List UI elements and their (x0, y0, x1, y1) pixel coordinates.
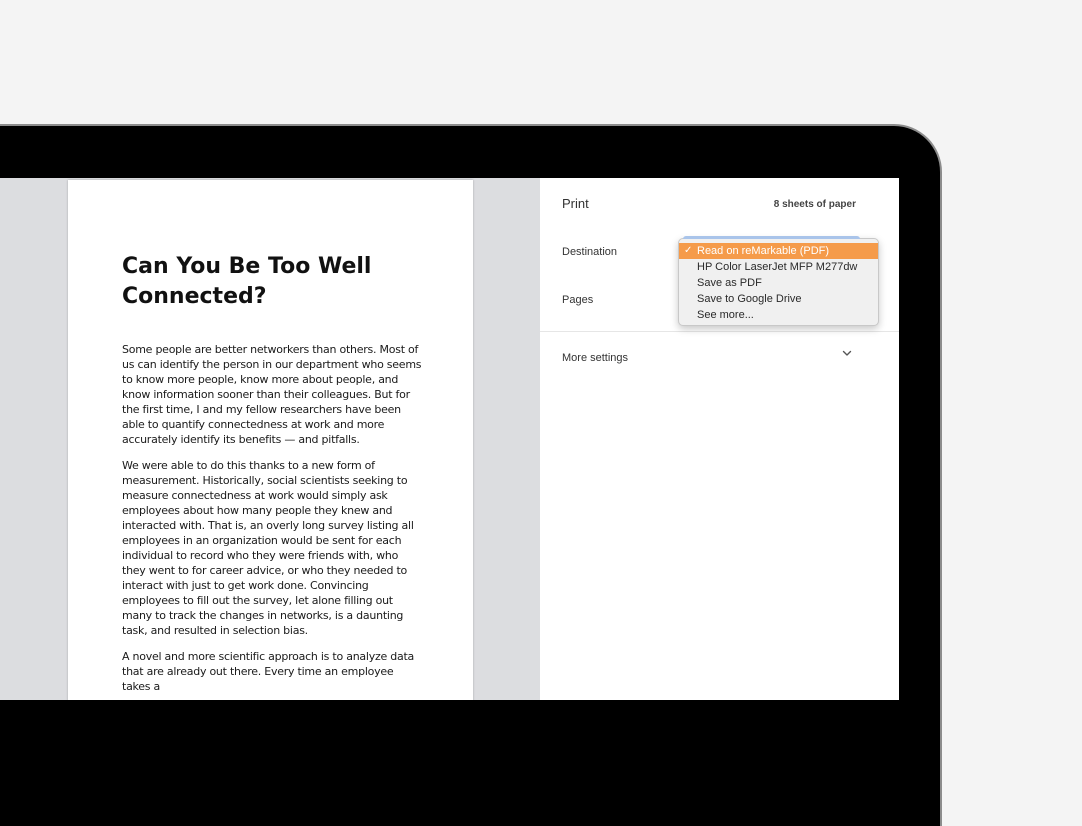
menu-item-label: HP Color LaserJet MFP M277dw (697, 261, 858, 273)
menu-item-label: See more... (697, 309, 754, 321)
document-body (122, 342, 422, 700)
screen (0, 178, 899, 700)
menu-item-save-to-google-drive[interactable] (679, 291, 878, 307)
chevron-down-icon (841, 347, 853, 359)
document-title: Can You Be Too Well Connected? (122, 254, 372, 309)
document-preview-page (68, 180, 473, 700)
destination-label: Destination (562, 246, 618, 258)
menu-item-read-on-remarkable[interactable] (679, 243, 878, 259)
print-settings-panel (540, 178, 899, 700)
menu-item-label: Save as PDF (697, 277, 762, 289)
document-paragraph: We were able to do this thanks to a new form of measurement. Historically, social scientists seeking to measure connectedness at work would simply ask employees about how many people they knew and interacted with. That is, an overly long survey listing all employees in an organization would be sent for each individual to record who they were friends with, who they went to for career advice, or who they needed to interact with just to get work done. Convincing employees to fill out the survey, let alone filling out many to track the changes in networks, is a daunting task, and resulted in selection bias. (122, 459, 414, 637)
destination-dropdown-menu[interactable] (678, 238, 879, 326)
menu-item-save-as-pdf[interactable] (679, 275, 878, 291)
document-paragraph: A novel and more scientific approach is to analyze data that are already out there. Every time an employee takes a (122, 650, 415, 693)
more-settings-label: More settings (562, 352, 629, 364)
divider (540, 331, 899, 332)
menu-item-label: Save to Google Drive (697, 293, 802, 305)
document-paragraph: Some people are better networkers than others. Most of us can identify the person in our department who seems to know more people, know more about people, and know information sooner than their colleagues. But for the first time, I and my fellow researchers have been able to quantify connectedness at work and more accurately identify its benefits — and pitfalls. (122, 343, 422, 446)
check-icon: ✓ (684, 245, 693, 256)
sheet-count: 8 sheets of paper (773, 199, 856, 210)
menu-item-label: Read on reMarkable (PDF) (697, 245, 830, 257)
menu-item-hp-laserjet[interactable] (679, 259, 878, 275)
pages-label: Pages (562, 294, 594, 306)
menu-item-see-more[interactable] (679, 307, 878, 323)
more-settings-toggle[interactable] (562, 346, 853, 362)
print-dialog-title: Print (562, 196, 589, 211)
